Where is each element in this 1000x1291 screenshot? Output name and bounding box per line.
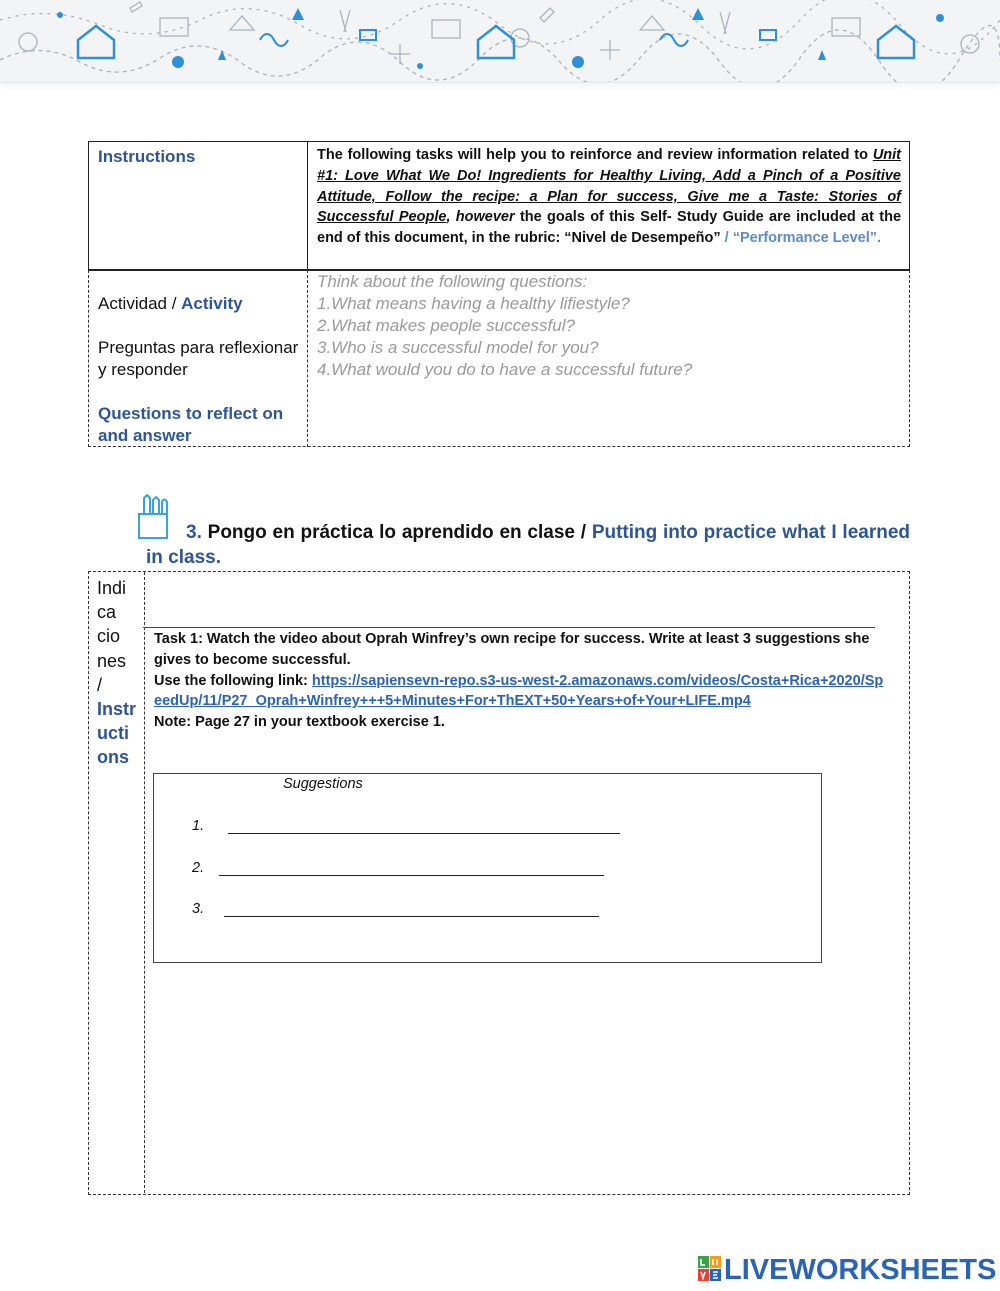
instructions-rest: the goals of this Self- Study Guide are included at the end of this document, in the rubric: “Nivel de Desempeño” [317, 209, 902, 247]
header-banner [0, 0, 1000, 83]
suggestion-2-answer-line[interactable] [219, 875, 604, 876]
performance-level-text: / “Performance Level”. [724, 230, 882, 247]
section-title-en: Putting into practice what I learned in class. [146, 522, 911, 568]
suggestions-box [153, 773, 822, 963]
suggestion-1-answer-line[interactable] [228, 833, 620, 834]
task-1-text: Task 1: Watch the video about Oprah Winfrey’s own recipe for success. Write at least 3 suggestions she gives to become successful. [154, 631, 870, 668]
column-divider [307, 270, 308, 447]
section-number: 3. [186, 522, 202, 543]
section-3-title [146, 520, 910, 570]
divider-line [143, 627, 875, 628]
preguntas-label: Preguntas para reflexionar y responder [98, 338, 299, 379]
question-intro: Think about the following questions: [317, 272, 588, 291]
column-divider [144, 572, 145, 1193]
question-item: 4.What would you do to have a successful future? [317, 360, 693, 379]
section-title-es: Pongo en práctica lo aprendido en clase / [201, 522, 592, 543]
indicaciones-cell [97, 576, 141, 770]
instructions-text-blue: ucti [97, 723, 130, 744]
activity-es: Actividad / [98, 294, 182, 313]
activity-label-cell [98, 293, 303, 447]
questions-list [317, 271, 897, 381]
questions-label: Questions to reflect on and answer [98, 404, 284, 445]
question-item: 2.What makes people successful? [317, 316, 575, 335]
suggestion-number: 3. [192, 901, 205, 917]
task-1-block [154, 629, 884, 733]
question-item: 1.What means having a healthy lifiestyle? [317, 294, 630, 313]
instructions-label: Instructions [98, 147, 196, 166]
instructions-text [317, 145, 901, 249]
activity-en: Activity [181, 294, 243, 313]
question-item: 3.Who is a successful model for you? [317, 338, 599, 357]
suggestion-number: 2. [192, 860, 205, 876]
indicaciones-text: ca [97, 602, 117, 623]
activity-heading [98, 293, 303, 315]
instructions-text-blue: ons [97, 747, 130, 768]
instructions-comma: , [446, 209, 451, 226]
liveworksheets-logo-text: LIVEWORKSHEETS [724, 1254, 997, 1286]
indicaciones-text: Indi [97, 578, 127, 598]
task-link-row [154, 671, 884, 713]
indicaciones-text: nes [97, 650, 127, 671]
instructions-table [88, 141, 910, 447]
instructions-text-blue: Instr [97, 699, 137, 720]
task-note: Note: Page 27 in your textbook exercise 1. [154, 714, 445, 731]
indicaciones-text: cio [97, 626, 121, 647]
video-link[interactable]: https://sapiensevn-repo.s3-us-west-2.amazonaws.com/videos/Costa+Rica+2020/SpeedUp/11/P27_Oprah+Winfrey+++5+Minutes+For+ThEXT+50+Years+of+Your+LIFE.mp4 [154, 672, 884, 710]
doodle-pattern [0, 0, 1000, 82]
task-link-label: Use the following link: [154, 672, 312, 689]
suggestion-number: 1. [192, 818, 205, 834]
column-divider [307, 141, 308, 270]
instructions-however: however [450, 209, 515, 226]
indicaciones-text: / [97, 674, 103, 695]
suggestion-3-answer-line[interactable] [224, 916, 599, 917]
suggestions-title: Suggestions [283, 776, 363, 792]
liveworksheets-logo-icon [698, 1256, 722, 1282]
instructions-units: Unit #1: Love What We Do! Ingredients for Healthy Living, Add a Pinch of a Positive Attitude, Follow the recipe: a Plan for success, Give me a Taste: Stories of Successful People [317, 147, 901, 226]
instructions-intro: The following tasks will help you to reinforce and review information related to [317, 147, 873, 163]
